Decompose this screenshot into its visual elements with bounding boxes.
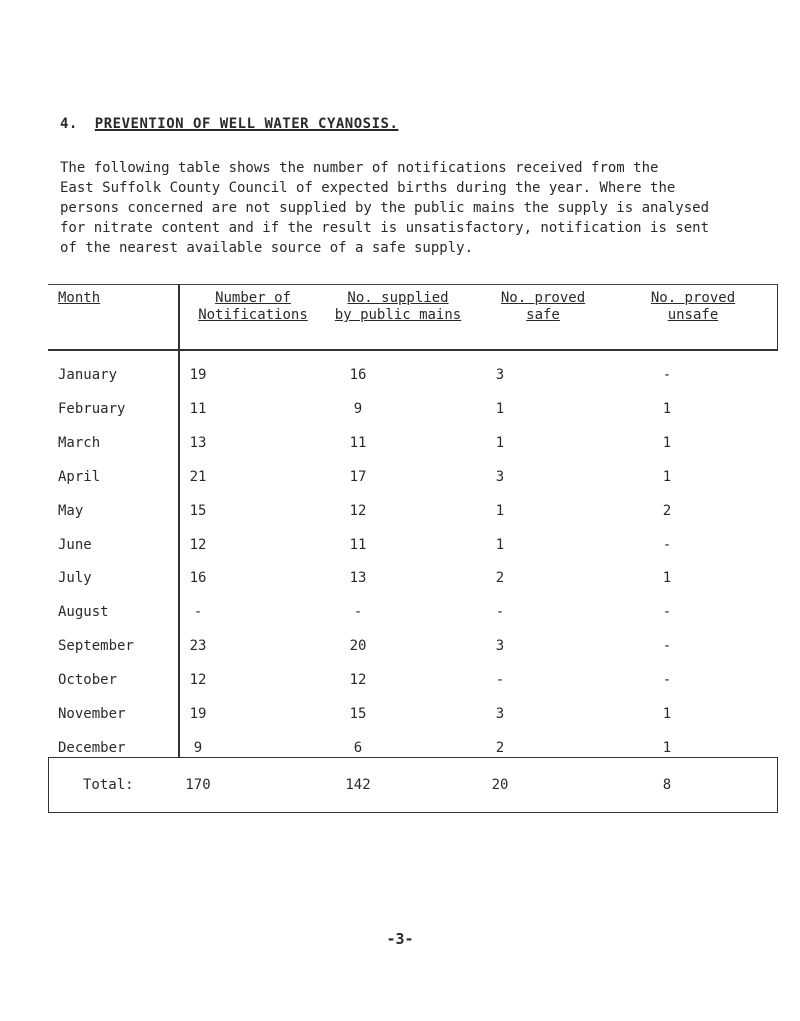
- cell-month: May: [58, 502, 84, 519]
- cell-safe: 1: [495, 400, 505, 417]
- page-number: -3-: [386, 930, 414, 948]
- cell-unsafe: 1: [662, 468, 672, 485]
- cell-notifications: 19: [189, 367, 207, 383]
- cell-notifications: 12: [189, 536, 207, 553]
- table-row: [48, 460, 778, 494]
- table-bottom-rule: [48, 812, 778, 813]
- cell-safe: 3: [495, 367, 505, 383]
- cell-notifications: 21: [189, 468, 207, 485]
- cell-notifications: -: [193, 604, 203, 621]
- header-notifications-line2: Notifications: [198, 307, 308, 323]
- cell-unsafe: -: [662, 672, 672, 689]
- header-month: [58, 290, 138, 307]
- cell-unsafe: -: [662, 604, 672, 621]
- cell-notifications: 9: [193, 739, 203, 756]
- cell-mains: -: [353, 604, 363, 621]
- total-notifications: 170: [185, 777, 211, 793]
- cell-mains: 20: [349, 638, 367, 655]
- table-row: [48, 731, 778, 765]
- cell-safe: -: [495, 604, 505, 621]
- section-heading: [60, 116, 398, 132]
- cell-mains: 6: [353, 739, 363, 756]
- header-safe-line1: No. proved: [500, 290, 586, 306]
- table-row: [48, 392, 778, 426]
- table-row: [48, 494, 778, 528]
- cell-mains: 9: [353, 400, 363, 417]
- cell-safe: 2: [495, 570, 505, 587]
- cell-notifications: 13: [189, 434, 207, 451]
- total-unsafe: 8: [662, 777, 672, 793]
- cell-month: August: [58, 604, 109, 621]
- table-row: [48, 358, 778, 392]
- cell-mains: 11: [349, 536, 367, 553]
- header-unsafe-line1: No. proved: [650, 290, 736, 306]
- table-row: [48, 528, 778, 562]
- cell-safe: 3: [495, 468, 505, 485]
- cell-mains: 12: [349, 672, 367, 689]
- cell-month: April: [58, 468, 101, 485]
- cell-safe: 3: [495, 706, 505, 722]
- cell-month: September: [58, 638, 134, 655]
- total-row: [48, 765, 778, 805]
- table-row: [48, 629, 778, 663]
- cell-safe: 2: [495, 739, 505, 756]
- table-row: [48, 426, 778, 460]
- table-header-rule: [48, 349, 778, 351]
- header-mains: [318, 290, 478, 324]
- cell-month: February: [58, 400, 126, 417]
- header-notifications-line1: Number of: [215, 290, 291, 306]
- cell-unsafe: 1: [662, 400, 672, 417]
- cell-mains: 15: [349, 706, 367, 722]
- cell-safe: -: [495, 672, 505, 689]
- header-notifications: [178, 290, 328, 324]
- total-mains: 142: [345, 777, 371, 793]
- header-right-border: [777, 284, 778, 350]
- cell-month: January: [58, 367, 118, 383]
- table-top-rule: [48, 284, 778, 285]
- header-safe-line2: safe: [526, 307, 560, 323]
- cell-month: November: [58, 706, 126, 722]
- notifications-table: [48, 284, 778, 826]
- table-row: [48, 697, 778, 731]
- cell-mains: 16: [349, 367, 367, 383]
- section-number: 4.: [60, 116, 78, 132]
- total-label: Total:: [83, 777, 134, 793]
- header-mains-line1: No. supplied: [347, 290, 449, 306]
- cell-notifications: 12: [189, 672, 207, 689]
- header-month-label: Month: [58, 290, 101, 306]
- cell-month: March: [58, 434, 101, 451]
- header-unsafe: [618, 290, 768, 324]
- cell-month: July: [58, 570, 92, 587]
- cell-unsafe: 2: [662, 502, 672, 519]
- header-unsafe-line2: unsafe: [667, 307, 719, 323]
- cell-month: June: [58, 536, 92, 553]
- cell-unsafe: 1: [662, 739, 672, 756]
- cell-notifications: 16: [189, 570, 207, 587]
- cell-safe: 1: [495, 536, 505, 553]
- cell-notifications: 11: [189, 400, 207, 417]
- cell-mains: 12: [349, 502, 367, 519]
- cell-notifications: 23: [189, 638, 207, 655]
- cell-month: October: [58, 672, 118, 689]
- cell-safe: 3: [495, 638, 505, 655]
- cell-notifications: 19: [189, 706, 207, 722]
- cell-notifications: 15: [189, 502, 207, 519]
- header-safe: [468, 290, 618, 324]
- cell-unsafe: 1: [662, 570, 672, 587]
- cell-safe: 1: [495, 434, 505, 451]
- cell-unsafe: 1: [662, 706, 672, 722]
- cell-unsafe: 1: [662, 434, 672, 451]
- intro-paragraph: The following table shows the number of notifications received from the East Suffolk County Council of expected births during the year. Where the persons concerned are not supplied by the public mains the supply is analysed for nitrate content and if the result is unsatisfactory, notification is sent of the nearest available source of a safe supply.: [60, 160, 710, 256]
- table-row: [48, 561, 778, 595]
- header-mains-line2: by public mains: [334, 307, 462, 323]
- section-title: PREVENTION OF WELL WATER CYANOSIS.: [94, 116, 399, 132]
- cell-month: December: [58, 739, 126, 756]
- cell-mains: 17: [349, 468, 367, 485]
- total-safe: 20: [491, 777, 509, 793]
- table-row: [48, 663, 778, 697]
- cell-safe: 1: [495, 502, 505, 519]
- cell-mains: 13: [349, 570, 367, 587]
- cell-unsafe: -: [662, 367, 672, 383]
- cell-mains: 11: [349, 434, 367, 451]
- table-row: [48, 595, 778, 629]
- cell-unsafe: -: [662, 638, 672, 655]
- cell-unsafe: -: [662, 536, 672, 553]
